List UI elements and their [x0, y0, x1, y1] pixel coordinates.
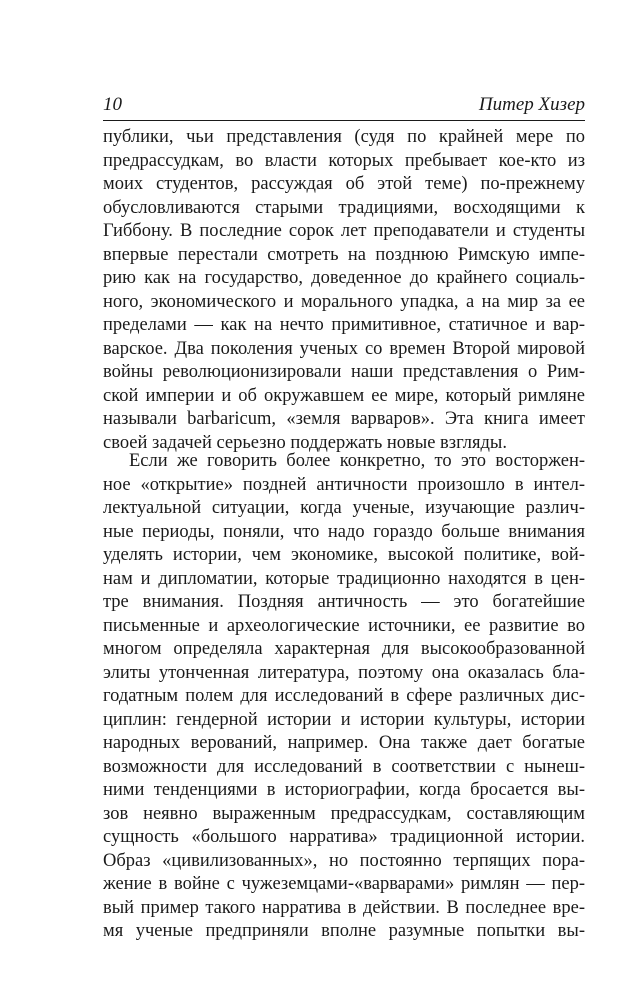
text-line: сущность «большого нарратива» традиционной истории.: [103, 827, 585, 847]
page-number: 10: [103, 94, 122, 115]
paragraph-2: [103, 450, 585, 944]
text-line: моих студентов, рассуждая об этой теме) по-прежнему: [103, 174, 585, 194]
paragraph-1: [103, 126, 585, 455]
text-line: Гиббону. В последние сорок лет преподаватели и студенты: [103, 221, 585, 241]
text-line: ные периоды, поняли, что надо гораздо больше внимания: [103, 521, 585, 542]
text-line: называли barbaricum, «земля варваров». Эта книга имеет: [103, 409, 585, 429]
running-header-author: Питер Хизер: [478, 94, 585, 115]
text-line: ного, экономического и морального упадка, а на мир за ее: [103, 291, 585, 312]
text-line: лектуальной ситуации, когда ученые, изучающие различ-: [103, 498, 585, 518]
text-line: народных верований, например. Она также дает богатые: [103, 733, 585, 753]
text-line: письменные и археологические источники, ее развитие во: [103, 615, 585, 636]
text-line: Если же говорить более конкретно, то это восторжен-: [129, 451, 585, 471]
text-line: нам и дипломатии, которые традиционно находятся в цен-: [103, 568, 585, 589]
text-line: ними тенденциями в историографии, когда бросается вы-: [103, 780, 585, 800]
text-line: вый пример такого нарратива в действии. В последнее вре-: [103, 897, 585, 918]
text-line: своей задачей серьезно поддержать новые взгляды.: [103, 432, 507, 453]
text-line: предрассудкам, во власти которых пребывает кое-кто из: [103, 150, 585, 171]
text-line: возможности для исследований в соответствии с нынеш-: [103, 756, 585, 777]
header-rule: [103, 120, 585, 121]
text-line: впервые перестали смотреть на позднюю Римскую импе-: [103, 244, 585, 265]
text-line: зов неявно выраженным предрассудкам, составляющим: [103, 803, 585, 824]
text-line: пределами — как на нечто примитивное, статичное и вар-: [103, 315, 585, 335]
text-line: варское. Два поколения ученых со времен Второй мировой: [103, 338, 585, 359]
text-line: обусловливаются старыми традициями, восходящими к: [103, 197, 585, 218]
text-line: рию как на государство, доведенное до крайнего социаль-: [103, 268, 585, 288]
text-line: годатным полем для исследований в сфере различных дис-: [103, 686, 585, 706]
text-line: мя ученые предприняли вполне разумные попытки вы-: [103, 921, 585, 941]
text-line: войны революционизировали наши представления о Рим-: [103, 362, 585, 382]
text-line: элиты утонченная литература, поэтому она оказалась бла-: [103, 662, 585, 683]
running-header: [103, 92, 585, 118]
text-line: публики, чьи представления (судя по крайней мере по: [103, 127, 585, 147]
text-line: Образ «цивилизованных», но постоянно терпящих пора-: [103, 850, 585, 871]
text-line: циплин: гендерной истории и истории культуры, истории: [103, 709, 585, 730]
text-line: ской империи и об окружавшем ее мире, который римляне: [103, 385, 585, 406]
text-line: уделять истории, чем экономике, высокой политике, вой-: [103, 545, 585, 565]
text-line: тре внимания. Поздняя античность — это богатейшие: [103, 592, 585, 612]
text-line: жение в войне с чужеземцами-«варварами» римлян — пер-: [103, 874, 585, 894]
text-line: многом определяла характерная для высокообразованной: [103, 639, 585, 659]
text-line: ное «открытие» поздней античности произошло в интел-: [103, 474, 585, 495]
